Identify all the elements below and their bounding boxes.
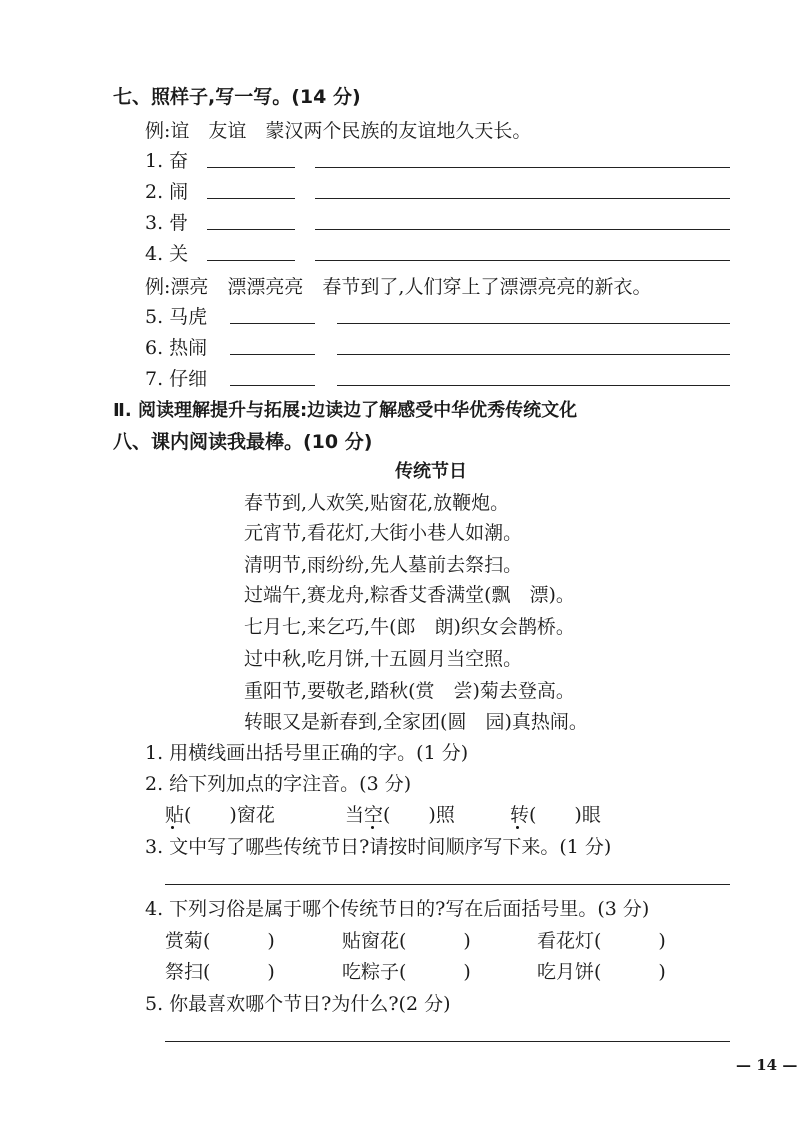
- q2-item-2[interactable]: 当空( )照: [345, 804, 455, 826]
- q3-answer-line[interactable]: [165, 884, 730, 885]
- poem-line-1: 春节到,人欢笑,贴窗花,放鞭炮。: [244, 492, 510, 514]
- question-1: 1. 用横线画出括号里正确的字。(1 分): [145, 742, 469, 764]
- q2-item-1[interactable]: 贴( )窗花: [165, 804, 275, 826]
- item-6-label: 6. 热闹: [145, 337, 208, 359]
- poem-line-8: 转眼又是新春到,全家团(圆 园)真热闹。: [244, 711, 588, 733]
- item-4-label: 4. 关: [145, 243, 189, 265]
- poem-line-2: 元宵节,看花灯,大街小巷人如潮。: [244, 522, 523, 544]
- section-7-title: 七、照样子,写一写。(14 分): [113, 86, 361, 108]
- item-7-label: 7. 仔细: [145, 368, 208, 390]
- item-1-label: 1. 奋: [145, 150, 189, 172]
- item-2-label: 2. 闹: [145, 181, 189, 203]
- item-2-sentence-blank[interactable]: [315, 198, 730, 199]
- emphasis-dot: [171, 826, 174, 829]
- item-7-sentence-blank[interactable]: [337, 385, 730, 386]
- item-6-word-blank[interactable]: [230, 354, 315, 355]
- question-3: 3. 文中写了哪些传统节日?请按时间顺序写下来。(1 分): [145, 836, 612, 858]
- item-3-label: 3. 骨: [145, 212, 189, 234]
- q4-item-jisao[interactable]: 祭扫( ): [165, 961, 275, 983]
- q2-item-3[interactable]: 转( )眼: [510, 804, 601, 826]
- poem-line-4: 过端午,赛龙舟,粽香艾香满堂(飘 漂)。: [244, 584, 575, 606]
- question-5: 5. 你最喜欢哪个节日?为什么?(2 分): [145, 993, 451, 1015]
- q5-answer-line[interactable]: [165, 1041, 730, 1042]
- item-1-sentence-blank[interactable]: [315, 167, 730, 168]
- item-4-word-blank[interactable]: [207, 260, 295, 261]
- poem-title: 传统节日: [395, 461, 467, 482]
- q4-item-tiechuanghua[interactable]: 贴窗花( ): [342, 930, 471, 952]
- page-number: — 14 —: [736, 1056, 798, 1074]
- item-7-word-blank[interactable]: [230, 385, 315, 386]
- item-5-word-blank[interactable]: [230, 323, 315, 324]
- emphasis-dot: [516, 826, 519, 829]
- poem-line-5: 七月七,来乞巧,牛(郎 朗)织女会鹊桥。: [244, 616, 575, 638]
- item-3-sentence-blank[interactable]: [315, 229, 730, 230]
- item-6-sentence-blank[interactable]: [337, 354, 730, 355]
- q4-item-chiyuebing[interactable]: 吃月饼( ): [537, 961, 666, 983]
- poem-line-3: 清明节,雨纷纷,先人墓前去祭扫。: [244, 554, 523, 576]
- section-8-title: 八、课内阅读我最棒。(10 分): [113, 431, 373, 453]
- item-5-label: 5. 马虎: [145, 306, 208, 328]
- q4-item-shangju[interactable]: 赏菊( ): [165, 930, 275, 952]
- poem-line-6: 过中秋,吃月饼,十五圆月当空照。: [244, 648, 523, 670]
- emphasis-dot: [371, 826, 374, 829]
- example-2: 例:漂亮 漂漂亮亮 春节到了,人们穿上了漂漂亮亮的新衣。: [145, 276, 652, 298]
- item-5-sentence-blank[interactable]: [337, 323, 730, 324]
- q4-item-kanhuadeng[interactable]: 看花灯( ): [537, 930, 666, 952]
- example-1: 例:谊 友谊 蒙汉两个民族的友谊地久天长。: [145, 120, 532, 142]
- item-2-word-blank[interactable]: [207, 198, 295, 199]
- item-3-word-blank[interactable]: [207, 229, 295, 230]
- question-4: 4. 下列习俗是属于哪个传统节日的?写在后面括号里。(3 分): [145, 898, 650, 920]
- part-2-heading: Ⅱ. 阅读理解提升与拓展:边读边了解感受中华优秀传统文化: [113, 400, 578, 421]
- q4-item-chizongzi[interactable]: 吃粽子( ): [342, 961, 471, 983]
- item-1-word-blank[interactable]: [207, 167, 295, 168]
- item-4-sentence-blank[interactable]: [315, 260, 730, 261]
- poem-line-7: 重阳节,要敬老,踏秋(赏 尝)菊去登高。: [244, 680, 575, 702]
- question-2: 2. 给下列加点的字注音。(3 分): [145, 773, 412, 795]
